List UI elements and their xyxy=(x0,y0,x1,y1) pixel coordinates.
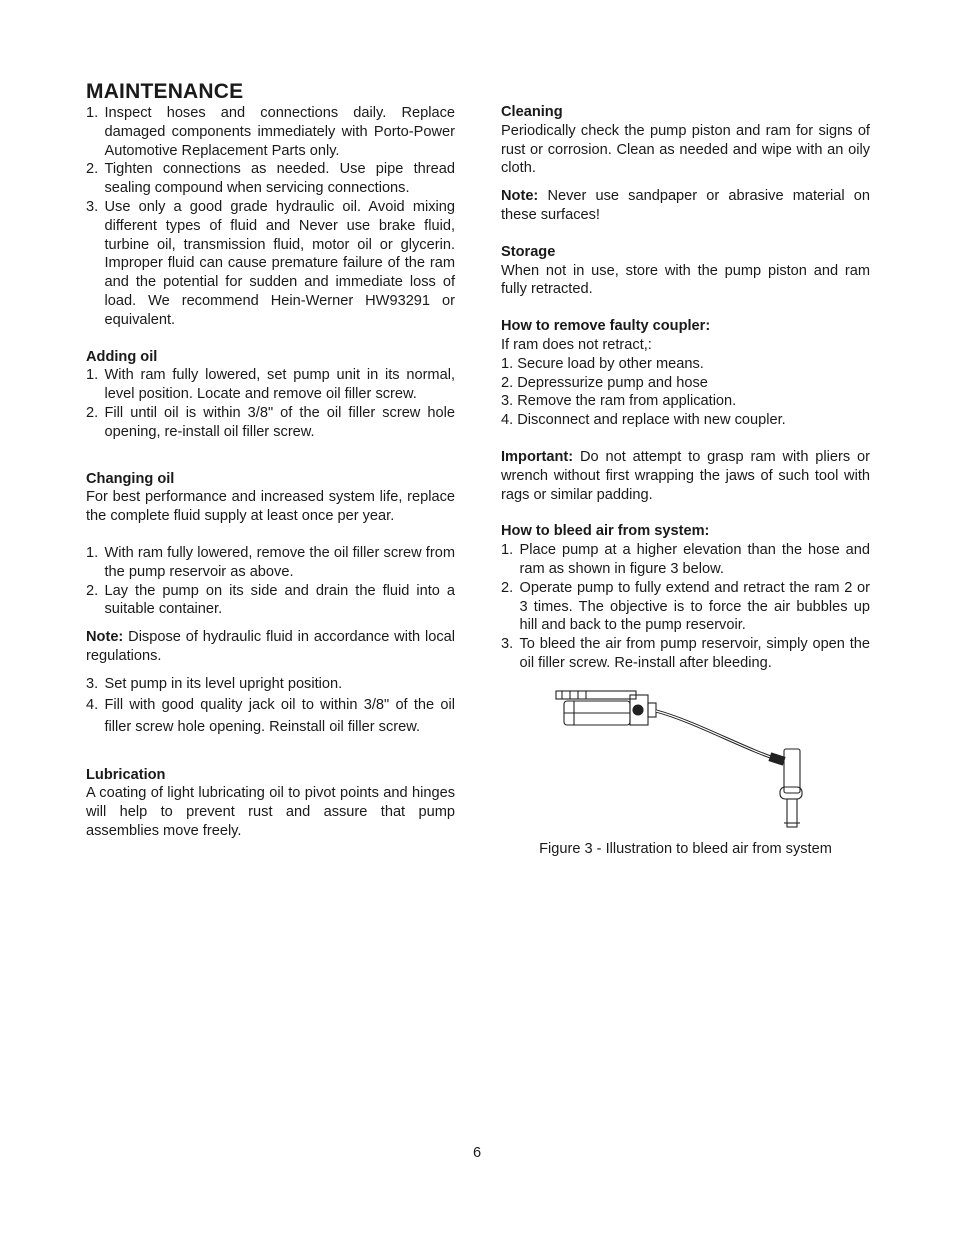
list-item: 3. Use only a good grade hydraulic oil. Avoid mixing different types of fluid and Never use brake fluid, turbine oil, transmission fluid, motor oil or glycerin. Improper fluid can cause premature failure of the ram and the potential for sudden and immediate loss of load. We recommend Hein-Werner HW93291 or equivalent. xyxy=(86,198,455,328)
list-item: 1. With ram fully lowered, set pump unit in its normal, level position. Locate and remove oil filler screw. xyxy=(86,367,455,403)
coupler-intro: If ram does not retract,: xyxy=(501,336,652,353)
coupler-step: 2. Depressurize pump and hose xyxy=(501,374,708,391)
left-column xyxy=(86,80,455,841)
coupler-step: 4. Disconnect and replace with new coupler. xyxy=(501,412,786,429)
page-number: 6 xyxy=(472,1145,482,1161)
figure-caption: Figure 3 - Illustration to bleed air from system xyxy=(539,840,832,857)
coupler-heading: How to remove faulty coupler: xyxy=(501,318,711,335)
ram-cylinder xyxy=(784,749,800,793)
bleed-heading: How to bleed air from system: xyxy=(501,523,710,540)
changing-oil-list-a xyxy=(86,544,455,619)
list-item: 1. Inspect hoses and connections daily. Replace damaged components immediately with Porto-Power Automotive Replacement Parts only. xyxy=(86,105,455,159)
list-item: 2. Tighten connections as needed. Use pipe thread sealing compound when servicing connections. xyxy=(86,161,455,197)
storage-text: When not in use, store with the pump piston and ram fully retracted. xyxy=(501,262,870,298)
lubrication-text: A coating of light lubricating oil to pivot points and hinges will help to prevent rust and assure that pump assemblies move freely. xyxy=(86,785,455,839)
list-item: 1. Place pump at a higher elevation than the hose and ram as shown in figure 3 below. xyxy=(501,542,870,577)
pump-hose-ram-drawing xyxy=(554,687,844,837)
right-column xyxy=(501,103,870,859)
lubrication-heading: Lubrication xyxy=(86,766,166,783)
adding-oil-heading: Adding oil xyxy=(86,348,158,365)
changing-oil-intro: For best performance and increased system life, replace the complete fluid supply at least once per year. xyxy=(86,489,455,525)
coupler-step: 1. Secure load by other means. xyxy=(501,355,704,372)
coupler-step: 3. Remove the ram from application. xyxy=(501,393,737,410)
list-item: 4. Fill with good quality jack oil to within 3/8" of the oil filler screw hole opening. Reinstall oil filler screw. xyxy=(86,696,455,735)
list-item: 2. Operate pump to fully extend and retract the ram 2 or 3 times. The objective is to force the air bubbles up hill and back to the pump reservoir. xyxy=(501,579,870,634)
list-item: 3. To bleed the air from pump reservoir, simply open the oil filler screw. Re-install after bleeding. xyxy=(501,636,870,671)
pump-handle xyxy=(556,691,636,699)
list-item: 3. Set pump in its level upright position. xyxy=(86,675,343,692)
list-item: 1. With ram fully lowered, remove the oil filler screw from the pump reservoir as above. xyxy=(86,544,455,580)
bleed-list xyxy=(501,541,870,673)
cleaning-text: Periodically check the pump piston and ram for signs of rust or corrosion. Clean as needed and wipe with an oily cloth. xyxy=(501,122,870,177)
storage-heading: Storage xyxy=(501,243,556,260)
list-item: 2. Lay the pump on its side and drain the fluid into a suitable container. xyxy=(86,582,455,618)
changing-oil-heading: Changing oil xyxy=(86,470,175,487)
maintenance-list xyxy=(86,104,455,330)
adding-oil-list xyxy=(86,366,455,441)
list-item: 2. Fill until oil is within 3/8" of the oil filler screw hole opening, re-install oil filler screw. xyxy=(86,404,455,440)
dispose-note: Note: Dispose of hydraulic fluid in accordance with local regulations. xyxy=(86,629,455,664)
page-title: MAINTENANCE xyxy=(86,80,244,103)
changing-oil-list-b xyxy=(86,675,455,738)
important-note: Important: Do not attempt to grasp ram with pliers or wrench without first wrapping the jaws of such tool with rags or similar padding. xyxy=(501,448,870,503)
cleaning-note: Note: Never use sandpaper or abrasive material on these surfaces! xyxy=(501,188,870,223)
cleaning-heading: Cleaning xyxy=(501,104,563,120)
pump-ram-illustration xyxy=(554,687,844,837)
